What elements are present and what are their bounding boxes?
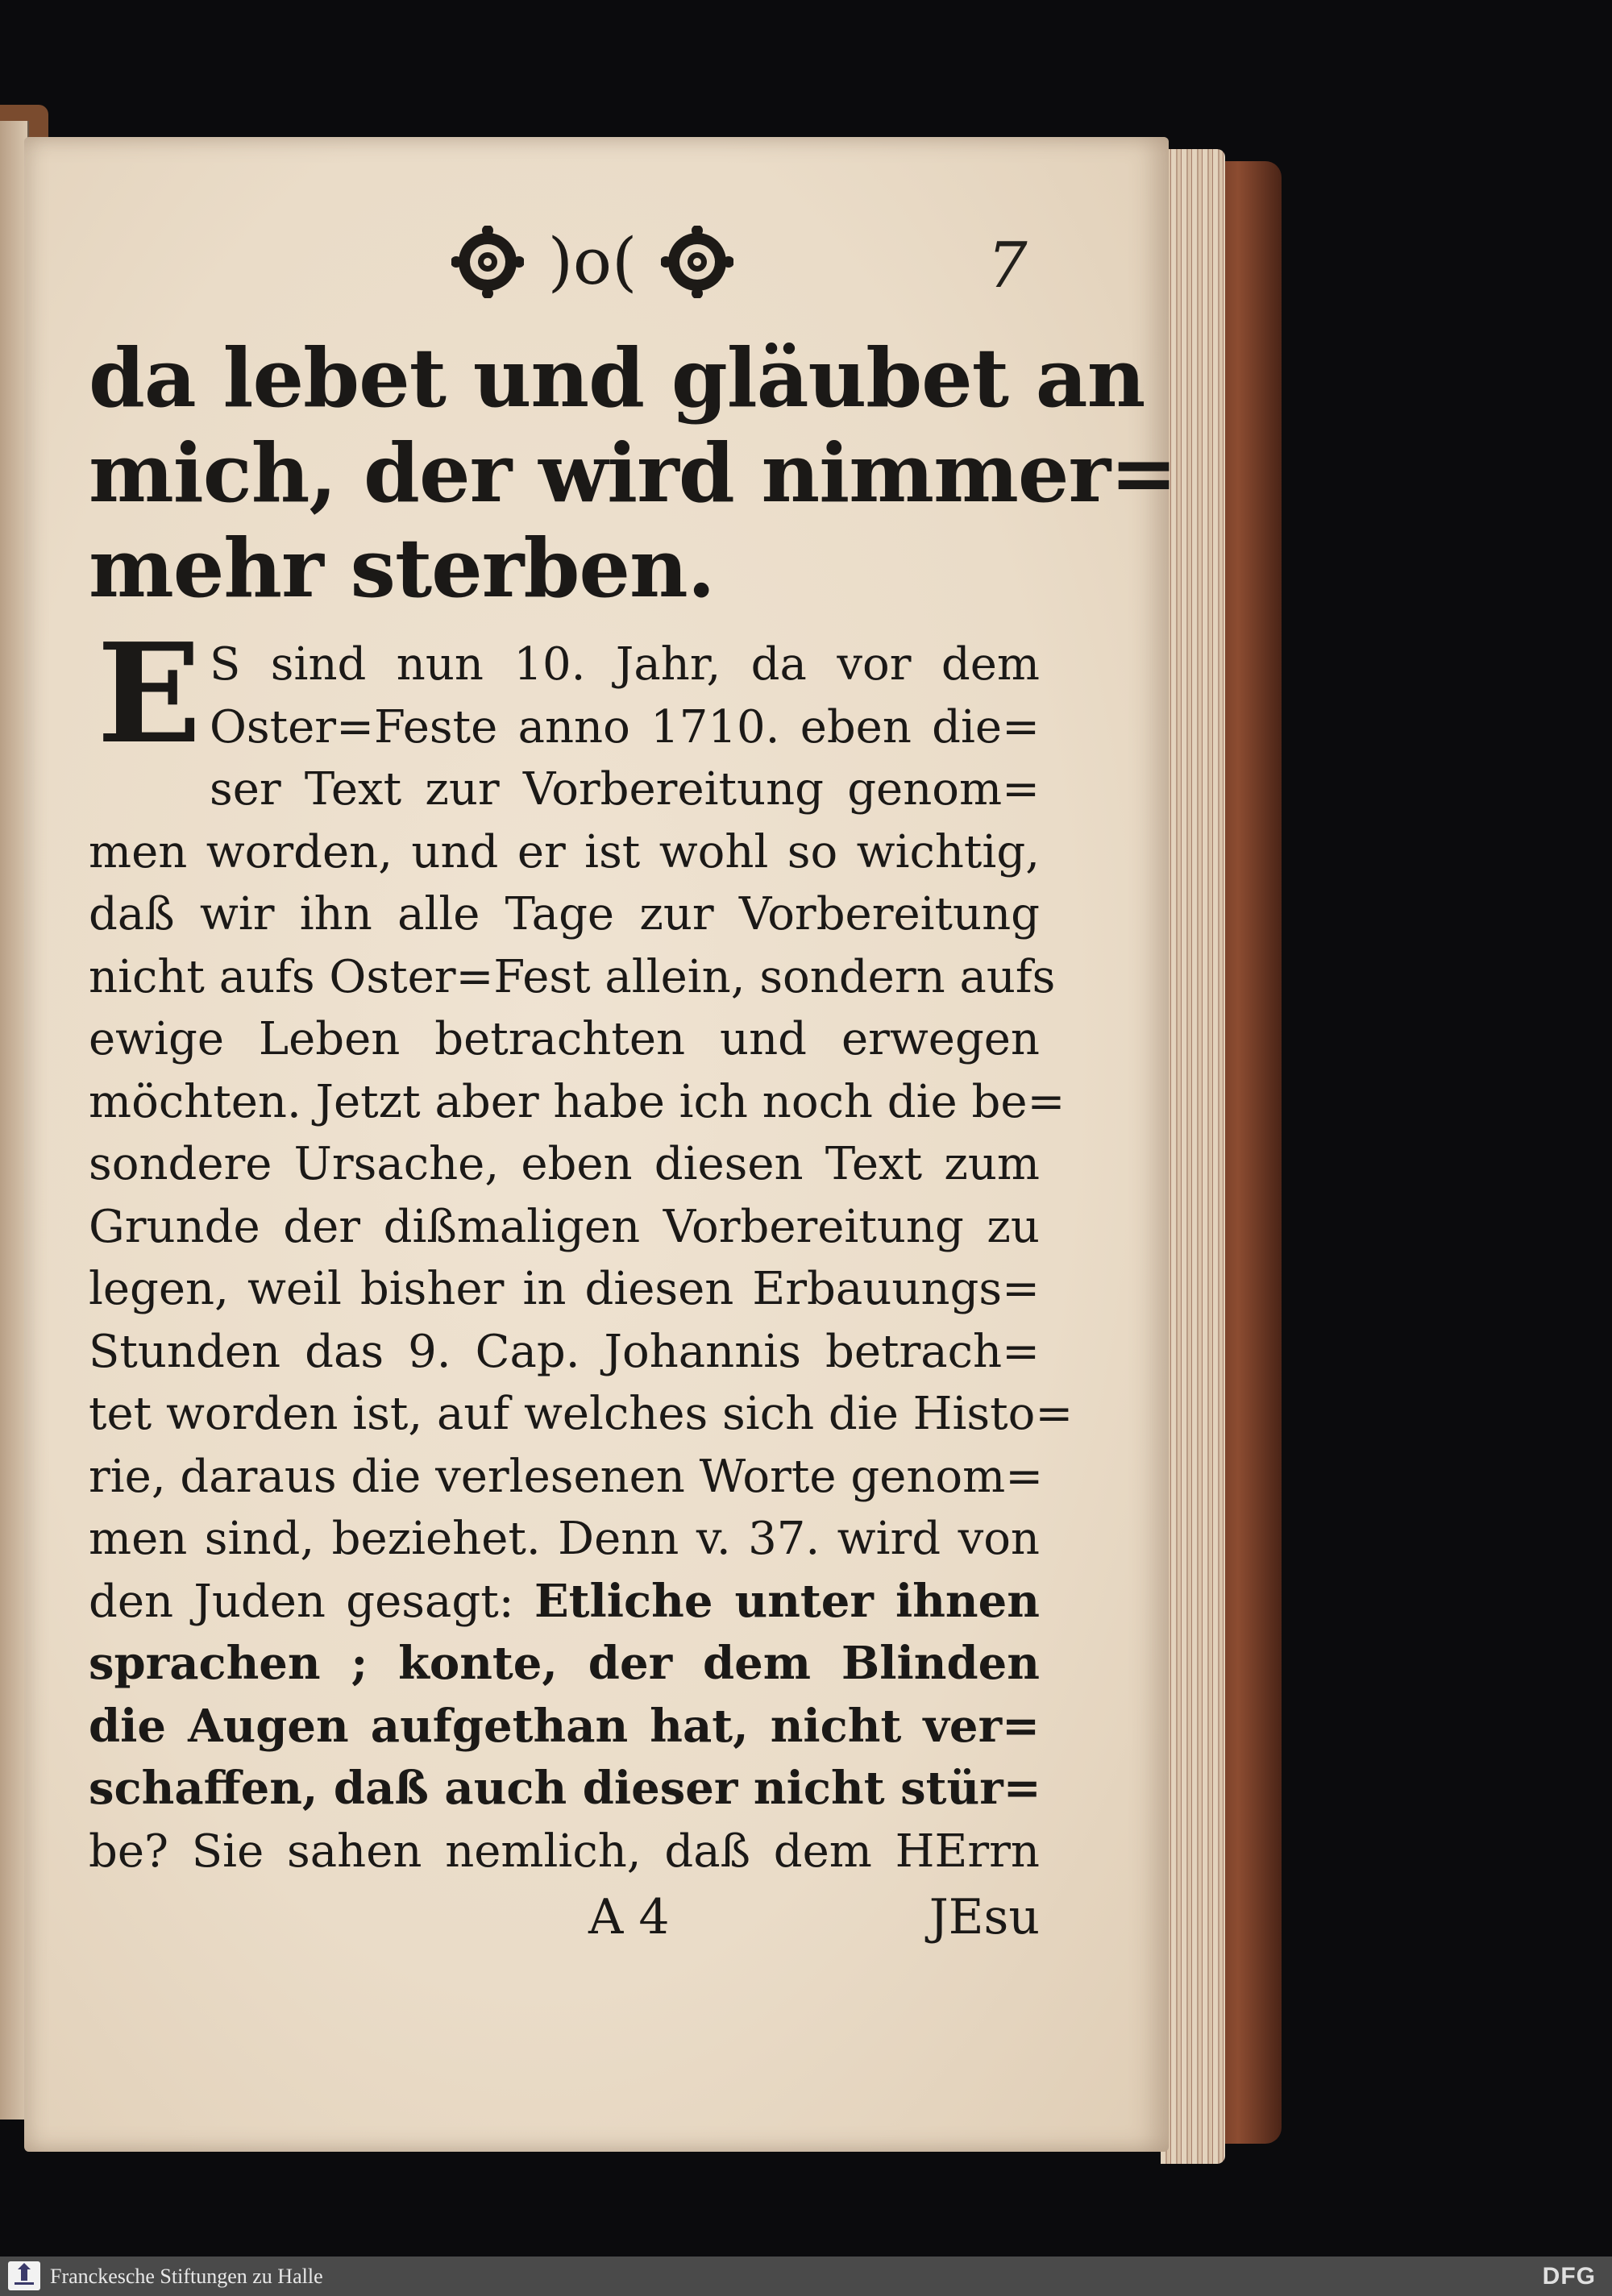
text-line: daß wir ihn alle Tage zur Vorbereitung (89, 888, 1040, 940)
text-line: legen, weil bisher in diesen Erbauungs= (89, 1263, 1040, 1315)
text-line: men sind, beziehet. Denn v. 37. wird von (89, 1513, 1040, 1565)
page-header (403, 226, 983, 314)
text-run: den Juden gesagt: (89, 1575, 534, 1628)
text-line: tet worden ist, auf welches sich die Histo= (89, 1388, 1074, 1440)
book-page (24, 137, 1177, 2152)
text-line: Oster=Feste anno 1710. eben die= (210, 700, 1040, 754)
rosette-ornament-icon (661, 226, 733, 298)
rosette-ornament-icon (451, 226, 524, 298)
institution-logo-icon (8, 2261, 40, 2290)
text-line: möchten. Jetzt aber habe ich noch die be= (89, 1075, 1066, 1128)
body-text (89, 633, 1074, 1883)
emphasis-line: schaffen, daß auch dieser nicht stür= (89, 1762, 1041, 1815)
catchword: JEsu (929, 1889, 1040, 1945)
opening-paragraph (89, 633, 1040, 758)
page-number: 7 (987, 230, 1028, 302)
text-line: rie, daraus die verlesenen Worte genom= (89, 1450, 1044, 1503)
text-line: men worden, und er ist wohl so wichtig, (89, 825, 1040, 878)
quote-line: mehr sterben. (89, 521, 715, 616)
signature-mark: A 4 (588, 1889, 670, 1945)
footer-bar (0, 2257, 1612, 2296)
text-line: Stunden das 9. Cap. Johannis betrach= (89, 1325, 1040, 1378)
drop-cap-initial: E (97, 633, 202, 758)
text-line: sondere Ursache, eben diesen Text zum (89, 1138, 1040, 1190)
text-line: S sind nun 10. Jahr, da vor dem (210, 638, 1040, 691)
text-line: ewige Leben betrachten und erwegen (89, 1013, 1040, 1065)
page-footer-line (89, 1889, 1040, 1953)
emphasis-line: sprachen ; konte, der dem Blinden (89, 1637, 1040, 1690)
text-line-mixed (89, 1571, 1040, 1634)
quote-line: mich, der wird nimmer= (89, 426, 1177, 521)
text-block (89, 330, 1177, 1953)
dfg-logo: DFG (1542, 2263, 1596, 2290)
emphasis-run: Etliche unter ihnen (534, 1574, 1040, 1628)
header-divider: )o( (547, 224, 638, 299)
text-line: Grunde der dißmaligen Vorbereitung zu (89, 1200, 1040, 1253)
text-line: nicht aufs Oster=Fest allein, sondern aufs (89, 950, 1056, 1003)
bible-quote (89, 330, 1177, 616)
institution-name: Franckesche Stiftungen zu Halle (50, 2265, 323, 2288)
text-line: ser Text zur Vorbereitung genom= (210, 763, 1040, 816)
quote-line: da lebet und gläubet an (89, 330, 1145, 426)
text-line: be? Sie sahen nemlich, daß dem HErrn (89, 1825, 1040, 1878)
emphasis-line: die Augen aufgethan hat, nicht ver= (89, 1699, 1040, 1753)
